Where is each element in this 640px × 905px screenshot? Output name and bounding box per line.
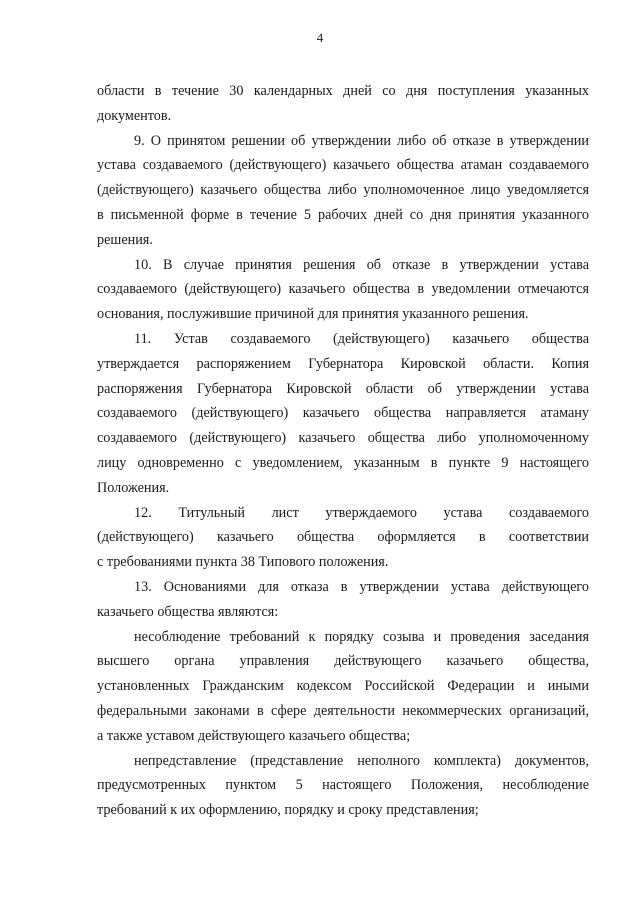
paragraph	[97, 501, 589, 575]
text-line: с требованиями пункта 38 Типового положения.	[97, 554, 389, 571]
paragraph	[97, 749, 589, 823]
text-line: 13. Основаниями для отказа в утверждении устава действующего	[134, 578, 589, 595]
text-line: области в течение 30 календарных дней со дня поступления указанных	[97, 83, 589, 99]
text-line: распоряжения Губернатора Кировской области об утверждении устава	[97, 380, 589, 397]
text-line: лицу одновременно с уведомлением, указанным в пункте 9 настоящего	[97, 454, 589, 471]
text-line: несоблюдение требований к порядку созыва и проведения заседания	[134, 628, 589, 645]
text-line: утверждается распоряжением Губернатора Кировской области. Копия	[97, 355, 589, 372]
page-number: 4	[316, 30, 324, 45]
text-line: основания, послужившие причиной для принятия указанного решения.	[97, 306, 529, 323]
text-line: документов.	[97, 107, 172, 124]
text-line: установленных Гражданским кодексом Российской Федерации и иными	[97, 678, 589, 695]
text-line: Положения.	[97, 479, 170, 496]
text-line: (действующего) казачьего общества либо уполномоченное лицо уведомляется	[97, 182, 589, 199]
text-line: предусмотренных пунктом 5 настоящего Положения, несоблюдение	[97, 777, 589, 794]
text-line: 12. Титульный лист утверждаемого устава создаваемого	[134, 504, 589, 521]
paragraph	[97, 253, 589, 327]
text-line: а также уставом действующего казачьего общества;	[97, 727, 411, 744]
text-line: устава создаваемого (действующего) казачьего общества атаман создаваемого	[97, 157, 589, 174]
text-line: непредставление (представление неполного комплекта) документов,	[134, 752, 589, 769]
text-line: создаваемого (действующего) казачьего общества в уведомлении отмечаются	[97, 281, 589, 298]
text-line: федеральными законами в сфере деятельности некоммерческих организаций,	[97, 702, 589, 719]
paragraph	[97, 79, 589, 129]
paragraph	[97, 575, 589, 625]
text-line: создаваемого (действующего) казачьего общества направляется атаману	[97, 405, 589, 422]
paragraph	[97, 327, 589, 501]
text-line: казачьего общества являются:	[97, 603, 279, 620]
text-line: 9. О принятом решении об утверждении либо об отказе в утверждении	[134, 132, 589, 149]
text-line: требований к их оформлению, порядку и сроку представления;	[97, 802, 479, 819]
text-line: решения.	[97, 231, 153, 248]
paragraph	[97, 129, 589, 253]
text-line: 10. В случае принятия решения об отказе в утверждении устава	[134, 256, 589, 273]
document-body	[97, 79, 589, 823]
paragraph	[97, 625, 589, 749]
text-line: в письменной форме в течение 5 рабочих дней со дня принятия указанного	[97, 206, 589, 223]
text-line: 11. Устав создаваемого (действующего) казачьего общества	[134, 330, 589, 347]
text-line: высшего органа управления действующего казачьего общества,	[97, 653, 589, 670]
text-line: (действующего) казачьего общества оформляется в соответствии	[97, 529, 589, 546]
text-line: создаваемого (действующего) казачьего общества либо уполномоченному	[97, 430, 589, 447]
